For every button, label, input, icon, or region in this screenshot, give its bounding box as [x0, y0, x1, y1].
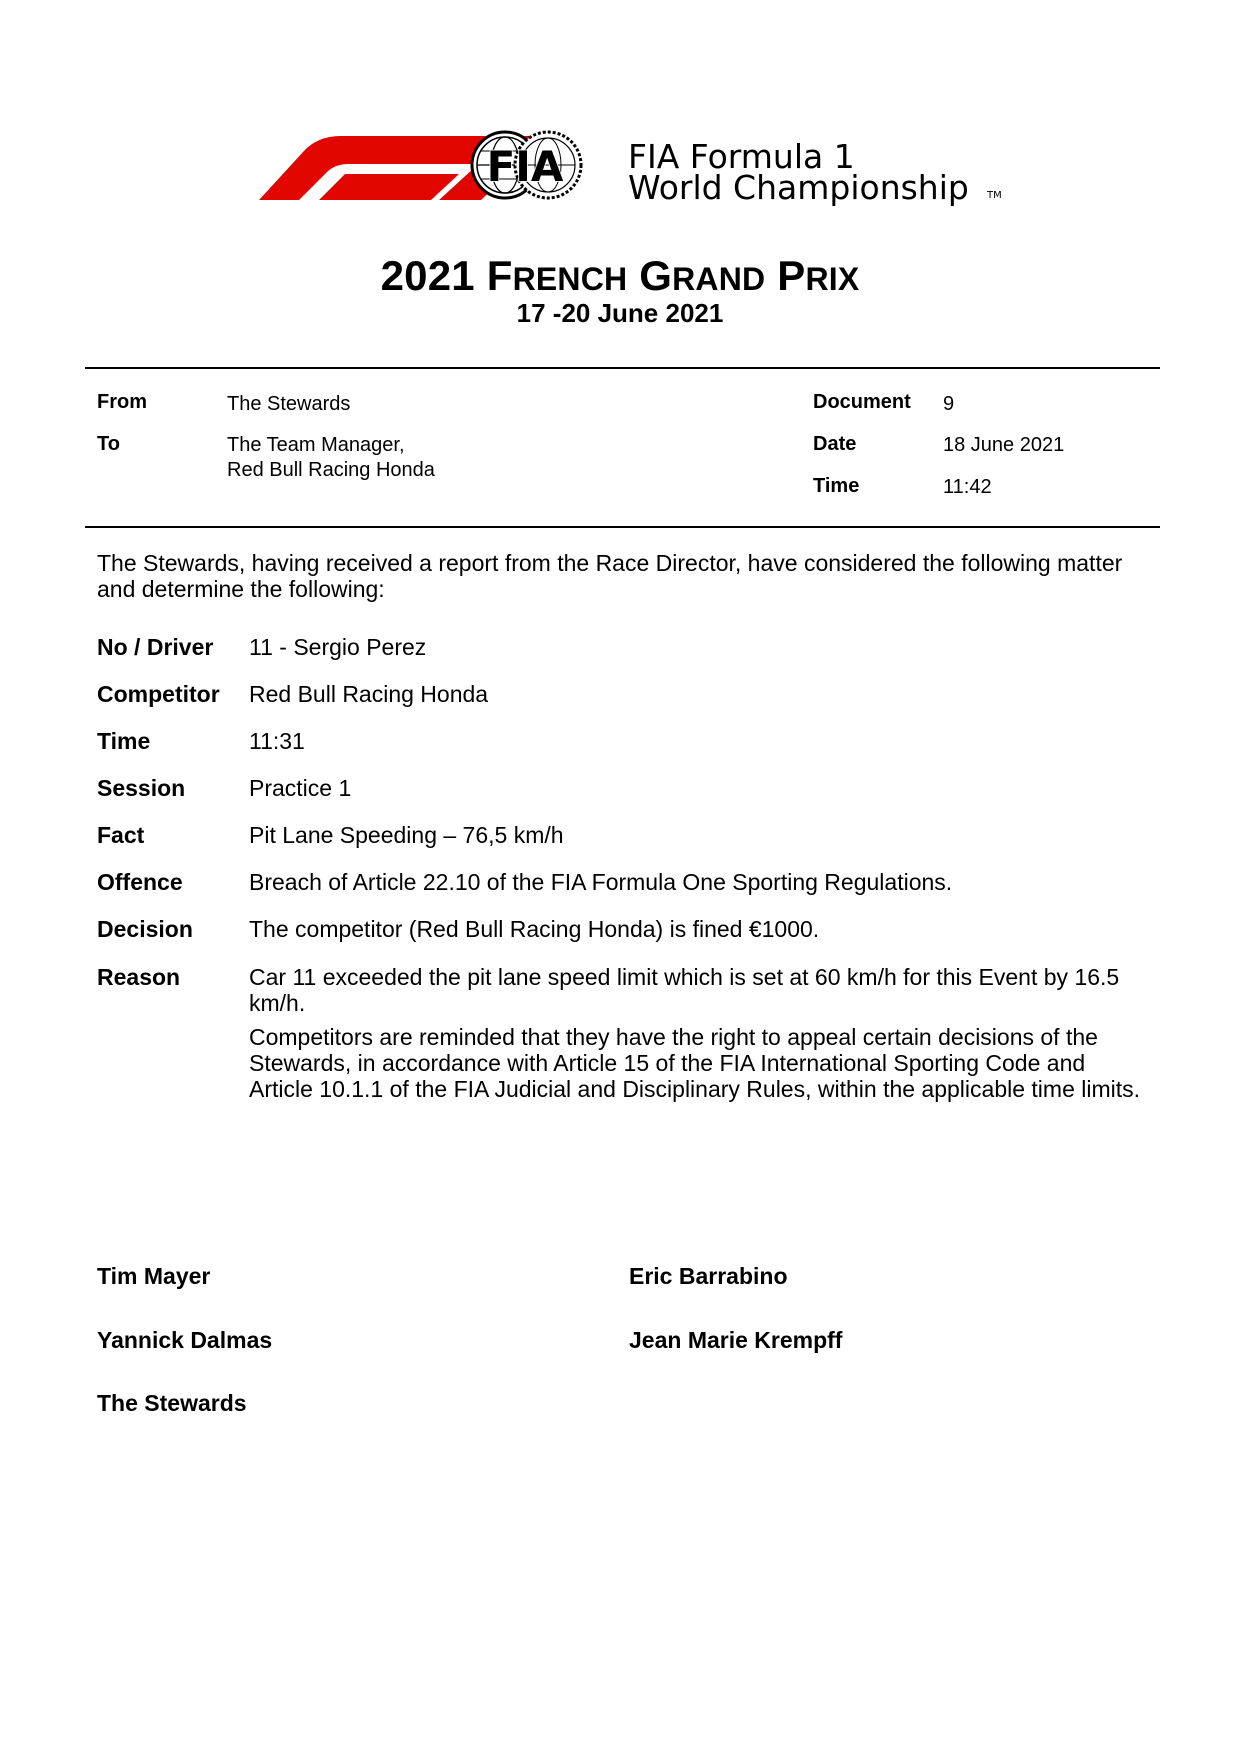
from-value: The Stewards	[227, 393, 351, 415]
time-value: 11:42	[943, 476, 992, 498]
field-label-decision: Decision	[97, 916, 193, 942]
field-label-fact: Fact	[97, 822, 145, 848]
field-label-offence: Offence	[97, 869, 183, 895]
from-label: From	[97, 391, 147, 413]
field-value-competitor: Red Bull Racing Honda	[249, 681, 489, 707]
field-label-time: Time	[97, 728, 151, 754]
to-label: To	[97, 433, 120, 455]
date-value: 18 June 2021	[943, 434, 1065, 456]
field-value-session: Practice 1	[249, 775, 352, 801]
field-label-session: Session	[97, 775, 186, 801]
date-label: Date	[813, 433, 857, 455]
signature-tim-mayer: Tim Mayer	[97, 1263, 211, 1289]
event-title	[0, 252, 1240, 300]
document-value: 9	[943, 393, 955, 415]
brand-line-2: World Championship	[628, 168, 969, 207]
reason-appeal-note: Competitors are reminded that they have the right to appeal certain decisions of the Stewards, in accordance with Article 15 of the FIA International Sporting Code and Article 10.1.1 of the FIA Judicial and Disciplinary Rules, within the applicable time limits.	[249, 1024, 1141, 1102]
field-label-driver: No / Driver	[97, 634, 214, 660]
intro-paragraph: The Stewards, having received a report from the Race Director, have considered the following matter and determine the following:	[97, 550, 1123, 602]
title-word-3: PRIX	[777, 252, 860, 299]
title-year: 2021	[380, 252, 475, 299]
top-divider	[85, 367, 1160, 369]
signature-yannick-dalmas: Yannick Dalmas	[97, 1327, 273, 1353]
brand-trademark: TM	[987, 190, 1002, 201]
field-value-offence: Breach of Article 22.10 of the FIA Formula One Sporting Regulations.	[249, 869, 953, 895]
to-value	[227, 433, 435, 483]
to-value-line-2: Red Bull Racing Honda	[227, 459, 435, 481]
field-value-fact: Pit Lane Speeding – 76,5 km/h	[249, 822, 564, 848]
field-label-reason: Reason	[97, 964, 181, 990]
field-label-competitor: Competitor	[97, 681, 220, 707]
fia-badge-text: FIA	[486, 142, 564, 191]
brand-line-1: FIA Formula 1	[628, 137, 855, 176]
time-label: Time	[813, 475, 860, 497]
signature-eric-barrabino: Eric Barrabino	[629, 1263, 788, 1289]
field-value-reason: Car 11 exceeded the pit lane speed limit which is set at 60 km/h for this Event by 16.5 km/h.	[249, 964, 1120, 1016]
field-value-time: 11:31	[249, 728, 305, 754]
field-value-decision: The competitor (Red Bull Racing Honda) is fined €1000.	[249, 916, 820, 942]
signature-jean-marie-krempff: Jean Marie Krempff	[629, 1327, 843, 1353]
title-word-2: GRAND	[639, 252, 766, 299]
document-label: Document	[813, 391, 911, 413]
signature-the-stewards: The Stewards	[97, 1390, 247, 1416]
bottom-divider	[85, 526, 1160, 528]
to-value-line-1: The Team Manager,	[227, 434, 405, 456]
event-dates: 17 -20 June 2021	[516, 298, 724, 328]
field-value-driver: 11 - Sergio Perez	[249, 634, 427, 660]
title-word-1: FRENCH	[486, 252, 628, 299]
